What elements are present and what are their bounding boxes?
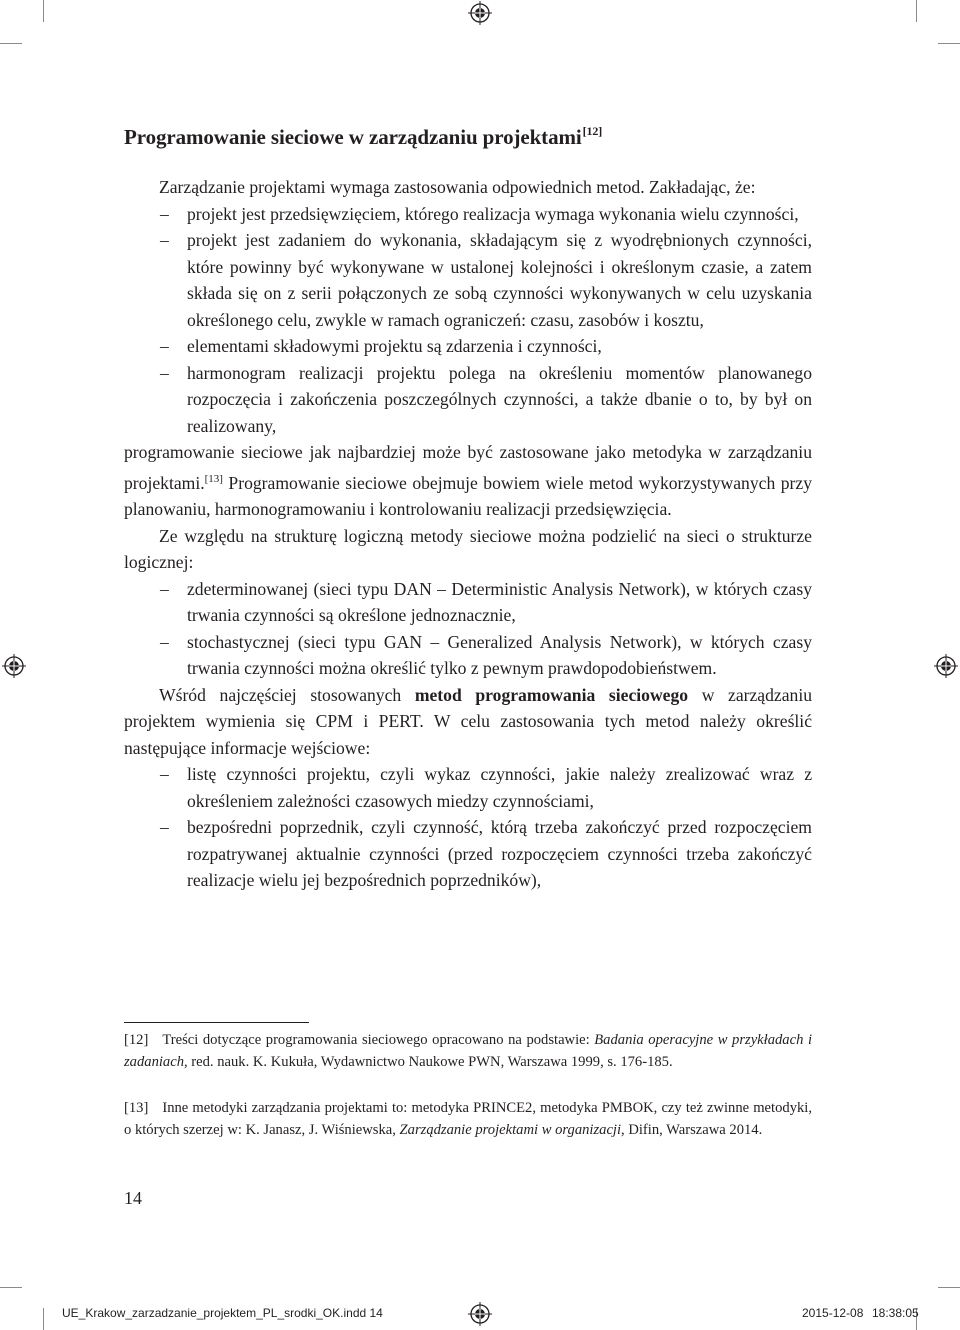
list-item: – projekt jest zadaniem do wykonania, składającym się z wyodrębnionych czynności, które powinny być wykonywane w ustalonej kolejności i określonym czasie, a zatem składa się on z serii połączonych ze sobą czynności wykonywanych w celu uzyskania określonego celu, zwykle w ramach ograniczeń: czasu, zasobów i kosztu, bbox=[160, 230, 812, 330]
footnote: [13] Inne metodyki zarządzania projektami to: metodyka PRINCE2, metodyka PMBOK, czy też zwinne metodyki, o których szerzej w: K. Janasz, J. Wiśniewska, Zarządzanie projektami w organizacji, Difin, Warszawa 2014. bbox=[124, 1100, 812, 1138]
crop-mark bbox=[43, 1308, 44, 1330]
slug-date: 2015-12-08 bbox=[802, 1306, 864, 1320]
section-heading bbox=[124, 124, 602, 150]
crop-mark bbox=[0, 43, 22, 44]
footnote-separator bbox=[124, 1022, 309, 1023]
paragraph: Ze względu na strukturę logiczną metody sieciowe można podzielić na sieci o strukturze logicznej: bbox=[124, 525, 812, 572]
crop-mark bbox=[43, 0, 44, 22]
list-item: – projekt jest przedsięwzięciem, którego realizacja wymaga wykonania wielu czynności, bbox=[160, 203, 799, 224]
body-text bbox=[124, 174, 812, 894]
registration-mark-icon bbox=[468, 1, 492, 25]
list-item: – elementami składowymi projektu są zdarzenia i czynności, bbox=[160, 336, 602, 356]
list-item: – listę czynności projektu, czyli wykaz czynności, jakie należy zrealizować wraz z określeniem zależności czasowych miedzy czynnościami, bbox=[160, 764, 812, 811]
page-number: 14 bbox=[124, 1188, 142, 1208]
list-item: – harmonogram realizacji projektu polega na określeniu momentów planowanego rozpoczęcia i zakończenia poszczególnych czynności, a także dbanie o to, by był on realizowany, bbox=[160, 362, 812, 436]
registration-mark-icon bbox=[934, 654, 958, 678]
slug-time: 18:38:05 bbox=[872, 1306, 919, 1320]
list-item: – stochastycznej (sieci typu GAN – Generalized Analysis Network), w których czasy trwania czynności można określić tylko z pewnym prawdopodobieństwem. bbox=[160, 631, 812, 678]
paragraph: programowanie sieciowe jak najbardziej może być zastosowane jako metodyka w zarządzaniu projektami.[13] Programowanie sieciowe obejmuje bowiem wiele metod wykorzystywanych przy planowaniu, harmonogramowaniu i kontrolowaniu realizacji przedsięwzięcia. bbox=[124, 442, 812, 519]
list-item: – bezpośredni poprzednik, czyli czynność, którą trzeba zakończyć przed rozpoczęciem rozpatrywanej aktualnie czynności (przed rozpoczęciem czynności trzeba zakończyć realizacje wielu jej bezpośrednich poprzedników), bbox=[160, 817, 812, 890]
crop-mark bbox=[938, 43, 960, 44]
slug-filename: UE_Krakow_zarzadzanie_projektem_PL_srodki_OK.indd 14 bbox=[62, 1306, 383, 1320]
registration-mark-icon bbox=[468, 1302, 492, 1326]
inputs-list bbox=[124, 761, 812, 894]
crop-mark bbox=[0, 1287, 22, 1288]
footnote: [12] Treści dotyczące programowania sieciowego opracowano na podstawie: Badania operacyjne w przykładach i zadaniach, red. nauk. K. Kukuła, Wydawnictwo Naukowe PWN, Warszawa 1999, s. 176-185. bbox=[124, 1032, 813, 1070]
heading-title: Programowanie sieciowe w zarządzaniu projektami bbox=[124, 125, 582, 149]
heading-footnote-ref: [12] bbox=[582, 124, 603, 138]
crop-mark bbox=[916, 0, 917, 22]
network-types-list bbox=[124, 576, 812, 682]
registration-mark-icon bbox=[2, 654, 26, 678]
assumptions-list bbox=[124, 201, 812, 440]
crop-mark bbox=[938, 1287, 960, 1288]
intro-paragraph: Zarządzanie projektami wymaga zastosowania odpowiednich metod. Zakładając, że: bbox=[159, 177, 756, 197]
paragraph: Wśród najczęściej stosowanych metod programowania sieciowego w zarządzaniu projektem wymienia się CPM i PERT. W celu zastosowania tych metod należy określić następujące informacje wejściowe: bbox=[124, 684, 813, 758]
footnote-ref: [13] bbox=[204, 472, 223, 485]
bold-term: metod programowania sieciowego bbox=[414, 684, 689, 705]
list-item: – zdeterminowanej (sieci typu DAN – Deterministic Analysis Network), w których czasy trwania czynności są określone jednoznacznie, bbox=[160, 578, 812, 625]
